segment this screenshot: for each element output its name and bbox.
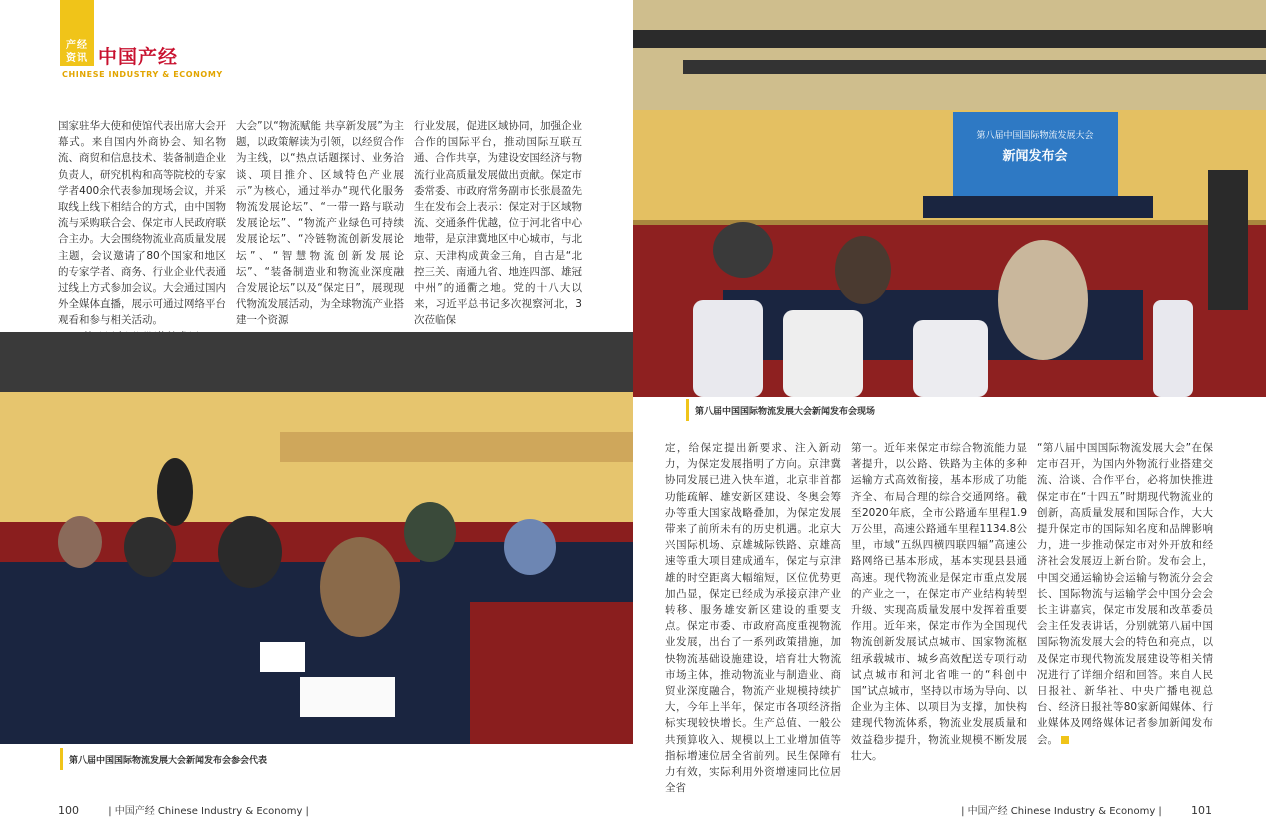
backdrop-title: 第八届中国国际物流发展大会 [976, 131, 1094, 141]
article-column-4 [665, 440, 841, 795]
article-column-1 [58, 118, 226, 327]
caption-marker [60, 748, 63, 770]
footer-right [961, 802, 1212, 817]
article-col4-text: 定，给保定提出新要求、注入新动力，为保定发展指明了方向。京津冀协同发展已进入快车道，北京非首都功能疏解、雄安新区建设、冬奥会筹办等重大国家战略叠加，为保定发展带来了前所未有的历史机遇。北京大兴国际机场、京雄城际铁路、京雄高速等重大项目建成通车，保定与京津雄的时空距离大幅缩短，区位优势更加凸显，保定已经成为承接京津产业转移、服务雄安新区建设的重要支点。保定市委、市政府高度重视物流业发展，出台了一系列政策措施，加快物流基础设施建设，培育壮大物流市场主体，推动物流业与制造业、商贸业深度融合，物流产业规模持续扩大，今年上半年，保定市各项经济指标实现较快增长。生产总值、一般公共预算收入、规模以上工业增加值等指标增速位居全省前列。民生保障有力有效，实际利用外资增速同比位居全省 [665, 442, 841, 795]
footer-left-text: | 中国产经 Chinese Industry & Economy | [108, 806, 309, 817]
article-col1-text: 国家驻华大使和使馆代表出席大会开幕式。来自国内外商协会、知名物流、商贸和信息技术、装备制造企业负责人，研究机构和高等院校的专家学者400余代表参加现场会议，并采取线上线下相结合的方式，由中国物流与采购联合会、保定市人民政府联合主办。大会围绕物流业高质量发展主题，会议邀请了80个国家和地区的专家学者、商务、行业企业代表通过线上方式参加会议。大会通过国内外全媒体直播，展示可通过网络平台观看和参与相关活动。 [58, 120, 226, 327]
page-number-left: 100 [58, 804, 79, 817]
caption-top-right [686, 399, 875, 421]
footer-left [58, 802, 309, 817]
badge-line2: 资讯 [66, 53, 88, 64]
article-end-mark [1061, 736, 1069, 744]
press-conference-photo [633, 0, 1266, 397]
article-column-6 [1037, 440, 1213, 770]
press-conference-scene [633, 0, 1266, 397]
delegates-scene [0, 332, 633, 744]
section-badge [60, 0, 94, 66]
caption-top-right-text: 第八届中国国际物流发展大会新闻发布会现场 [695, 406, 876, 417]
article-column-2 [236, 118, 404, 327]
article-col2-text: 大会”以“物流赋能 共享新发展”为主题，以政策解读为引领，以经贸合作为主线，以“热点话题探讨、业务洽谈、项目推介、区域特色产业展示”为核心，通过举办“现代化服务物流发展论坛”、“一带一路与联动发展论坛”、“物流产业绿色可持续发展论坛”、“冷链物流创新发展论坛”、“智慧物流创新发展论坛”、“装备制造业和物流业深度融合发展论坛”以及“保定日”，展现现代物流发展活动，为全球物流产业搭建一个资源 [236, 120, 404, 327]
delegates-photo [0, 332, 633, 744]
caption-marker [686, 399, 689, 421]
article-column-5 [851, 440, 1027, 770]
caption-bottom-left [60, 748, 267, 770]
magazine-brand: 中国产经 [98, 46, 179, 68]
page-number-right: 101 [1191, 804, 1212, 817]
footer-right-text: | 中国产经 Chinese Industry & Economy | [961, 806, 1162, 817]
backdrop-subtitle: 新闻发布会 [1002, 149, 1068, 164]
article-col5-text: 第一。近年来保定市综合物流能力显著提升，以公路、铁路为主体的多种运输方式高效衔接，基本形成了功能齐全、布局合理的综合交通网络。截至2020年底，全市公路通车里程1.9万公里，高速公路通车里程1134.8公里，市域“五纵四横四联四辐”高速公路网络已基本形成，基本实现县县通高速。现代物流业是保定市重点发展的产业之一，在保定市产业结构转型升级、实现高质量发展中发挥着重要作用。近年来，保定市作为全国现代物流创新发展试点城市、国家物流枢纽承载城市、城乡高效配送专项行动试点城市和河北省唯一的“科创中国”试点城市，坚持以市场为导向、以企业为主体、以项目为支撑，加快构建现代物流体系，物流业发展质量和效益稳步提升，物流业规模不断发展壮大。 [851, 442, 1027, 762]
badge-line1: 产经 [66, 40, 88, 51]
caption-bottom-left-text: 第八届中国国际物流发展大会新闻发布会参会代表 [69, 755, 268, 766]
magazine-brand-en: CHINESE INDUSTRY & ECONOMY [62, 70, 223, 79]
article-column-3 [414, 118, 582, 327]
article-col6-text: “第八届中国国际物流发展大会”在保定市召开，为国内外物流行业搭建交流、洽谈、合作平台，必将加快推进保定市在“十四五”时期现代物流业的创新，高质量发展和国际合作，大大提升保定市的国际知名度和品牌影响力，进一步推动保定市对外开放和经济社会发展迈上新台阶。发布会上，中国交通运输协会运输与物流分会会长、国际物流与运输学会中国分会会长主讲嘉宾，保定市发展和改革委员会主任发表讲话，分别就第八届中国国际物流发展大会的特色和亮点，以及保定市现代物流发展建设等相关情况进行了详细介绍和回答。来自人民日报社、新华社、中央广播电视总台、经济日报社等80家新闻媒体、行业媒体及网络媒体记者参加新闻发布会。 [1037, 442, 1213, 746]
article-col3-text: 行业发展，促进区域协同，加强企业合作的国际平台，推动国际互联互通、合作共享，为建设安国经济与物流行业高质量发展做出贡献。保定市委常委、市政府常务副市长张晨盈先生在发布会上表示：保定对于区域物流、交通条件优越，位于河北省中心地带，是京津冀地区中心城市，与北京、天津构成黄金三角，自古是“北控三关、南通九省、地连四部、雄冠中州”的通衢之地。党的十八大以来，习近平总书记多次视察河北，3次莅临保 [414, 120, 582, 327]
